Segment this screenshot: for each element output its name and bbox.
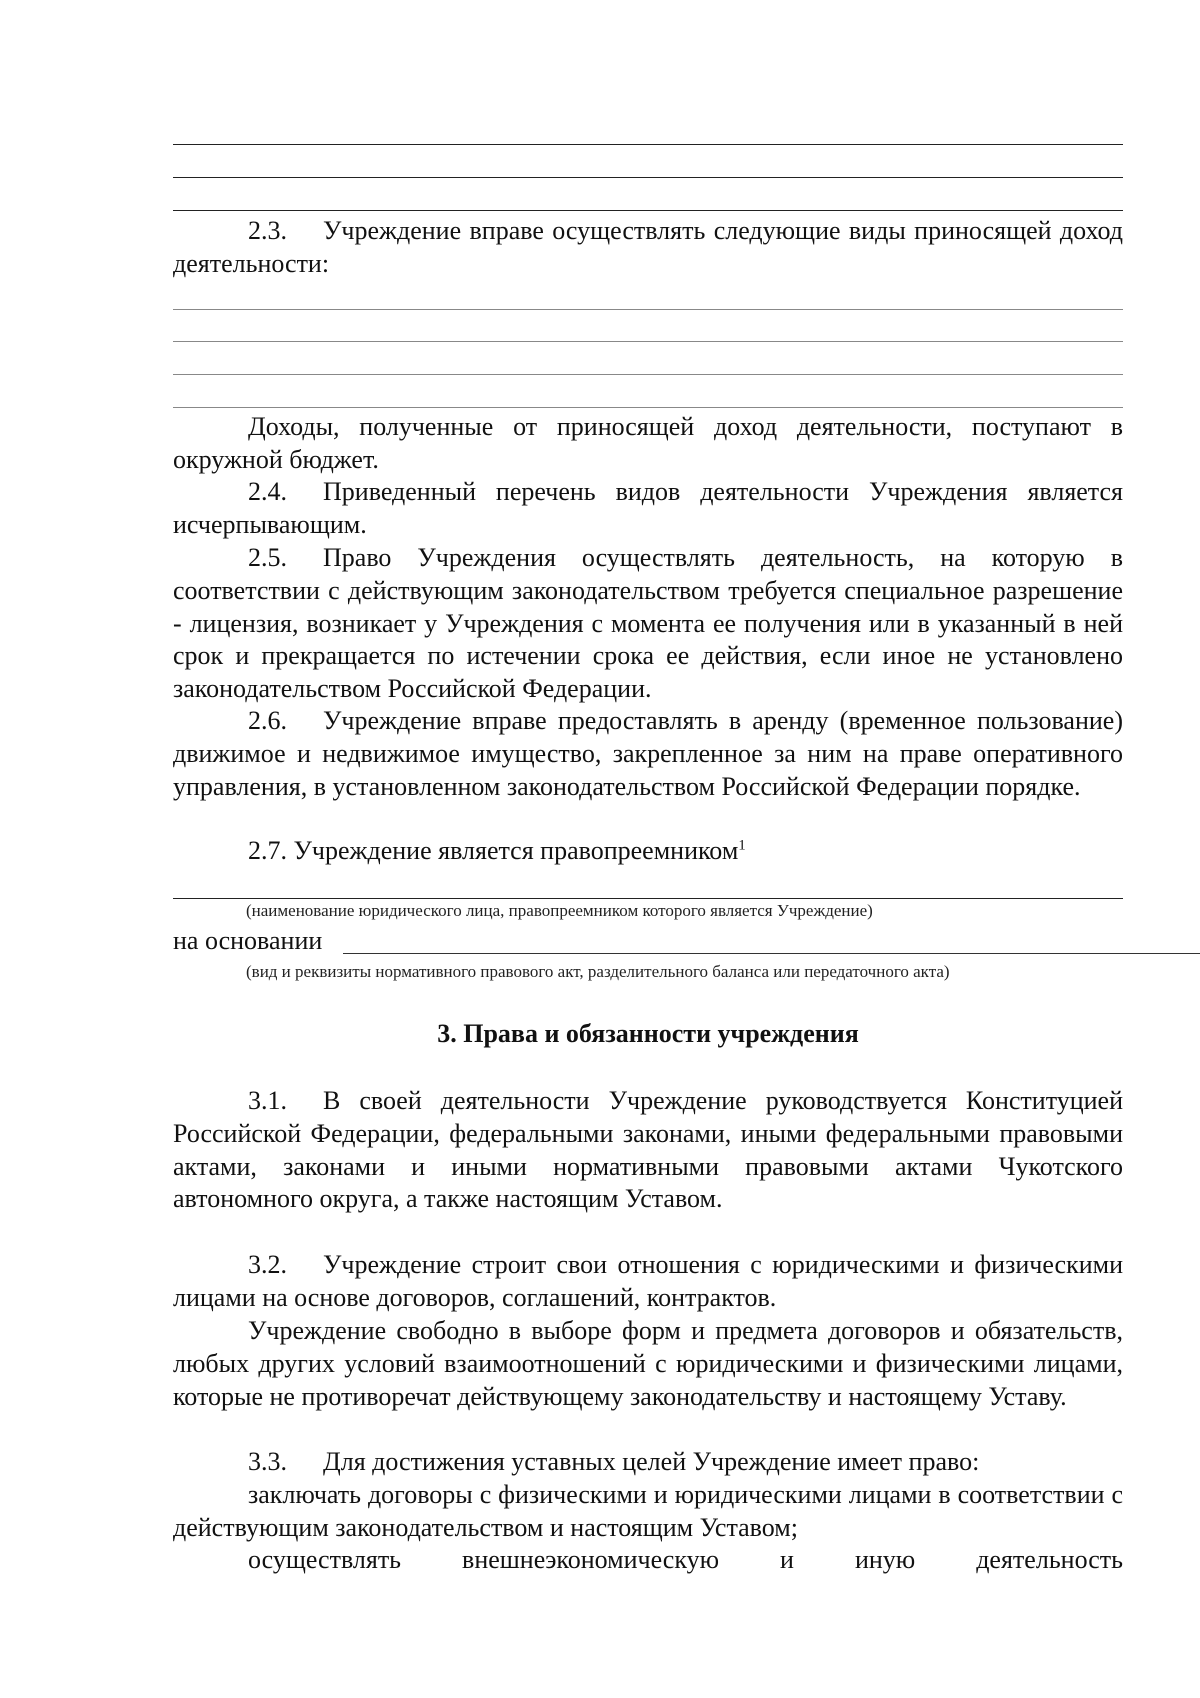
paragraph-2-4	[173, 476, 1123, 542]
paragraph-3-3	[173, 1446, 1123, 1479]
paragraph-number: 3.3.	[248, 1447, 287, 1476]
blank-line	[173, 177, 1123, 178]
paragraph-text: Учреждение вправе предоставлять в аренду (временное пользование) движимое и недвижимое имущество, закрепленное за ним на праве оперативного управления, в установленном законодательством Российской Федерации порядке.	[173, 706, 1123, 801]
paragraph-text: В своей деятельности Учреждение руководствуется Конституцией Российской Федерации, федеральными законами, иными федеральными правовыми актами, законами и иными нормативными правовыми актами Чукотского автономного округа, а также настоящим Уставом.	[173, 1086, 1123, 1214]
paragraph-text: Приведенный перечень видов деятельности Учреждения является исчерпывающим.	[173, 477, 1123, 539]
basis-blank-line	[343, 953, 1200, 954]
paragraph-number: 2.5.	[248, 543, 287, 572]
successor-blank-line	[173, 898, 1123, 899]
paragraph-contract-freedom: Учреждение свободно в выборе форм и предмета договоров и обязательств, любых других условий взаимоотношений с юридическими и физическими лицами, которые не противоречат действующему законодательству и настоящему Уставу.	[173, 1316, 1123, 1411]
paragraph-2-6	[173, 705, 1123, 803]
paragraph-number: 2.4.	[248, 477, 287, 506]
basis-label: на основании	[173, 926, 323, 955]
paragraph-number: 3.1.	[248, 1086, 287, 1115]
paragraph-text: Учреждение вправе осуществлять следующие виды приносящей доход деятельности:	[173, 216, 1123, 278]
paragraph-2-7	[173, 835, 1123, 868]
footnote-marker: 1	[738, 837, 746, 854]
basis-caption: (вид и реквизиты нормативного правового акт, разделительного баланса или передаточного акта)	[246, 962, 950, 981]
section-heading: 3. Права и обязанности учреждения	[437, 1019, 859, 1048]
paragraph-foreign-activity: осуществлять внешнеэкономическую и иную деятельность	[248, 1545, 1123, 1574]
blank-line	[173, 407, 1123, 408]
blank-line	[173, 144, 1123, 145]
paragraph-text: 2.7. Учреждение является правопреемником	[248, 836, 739, 865]
paragraph-number: 2.6.	[248, 706, 287, 735]
paragraph-3-1	[173, 1085, 1123, 1216]
blank-line	[173, 374, 1123, 375]
blank-line	[173, 309, 1123, 310]
paragraph-number: 3.2.	[248, 1250, 287, 1279]
paragraph-text: Для достижения уставных целей Учреждение имеет право:	[323, 1447, 980, 1476]
paragraph-2-5	[173, 542, 1123, 706]
paragraph-text: Учреждение строит свои отношения с юридическими и физическими лицами на основе договоров, соглашений, контрактов.	[173, 1250, 1123, 1312]
paragraph-income: Доходы, полученные от приносящей доход деятельности, поступают в окружной бюджет.	[173, 412, 1123, 474]
document-page	[173, 0, 1123, 1698]
paragraph-text: Право Учреждения осуществлять деятельность, на которую в соответствии с действующим законодательством требуется специальное разрешение - лицензия, возникает у Учреждения с момента ее получения или в указанный в ней срок и прекращается по истечении срока ее действия, если иное не установлено законодательством Российской Федерации.	[173, 543, 1123, 704]
successor-caption: (наименование юридического лица, правопреемником которого является Учреждение)	[246, 901, 873, 920]
blank-line	[173, 341, 1123, 342]
paragraph-contracts: заключать договоры с физическими и юридическими лицами в соответствии с действующим законодательством и настоящим Уставом;	[173, 1480, 1123, 1542]
paragraph-number: 2.3.	[248, 216, 287, 245]
paragraph-2-3	[173, 215, 1123, 281]
paragraph-3-2	[173, 1249, 1123, 1315]
blank-line	[173, 210, 1123, 211]
